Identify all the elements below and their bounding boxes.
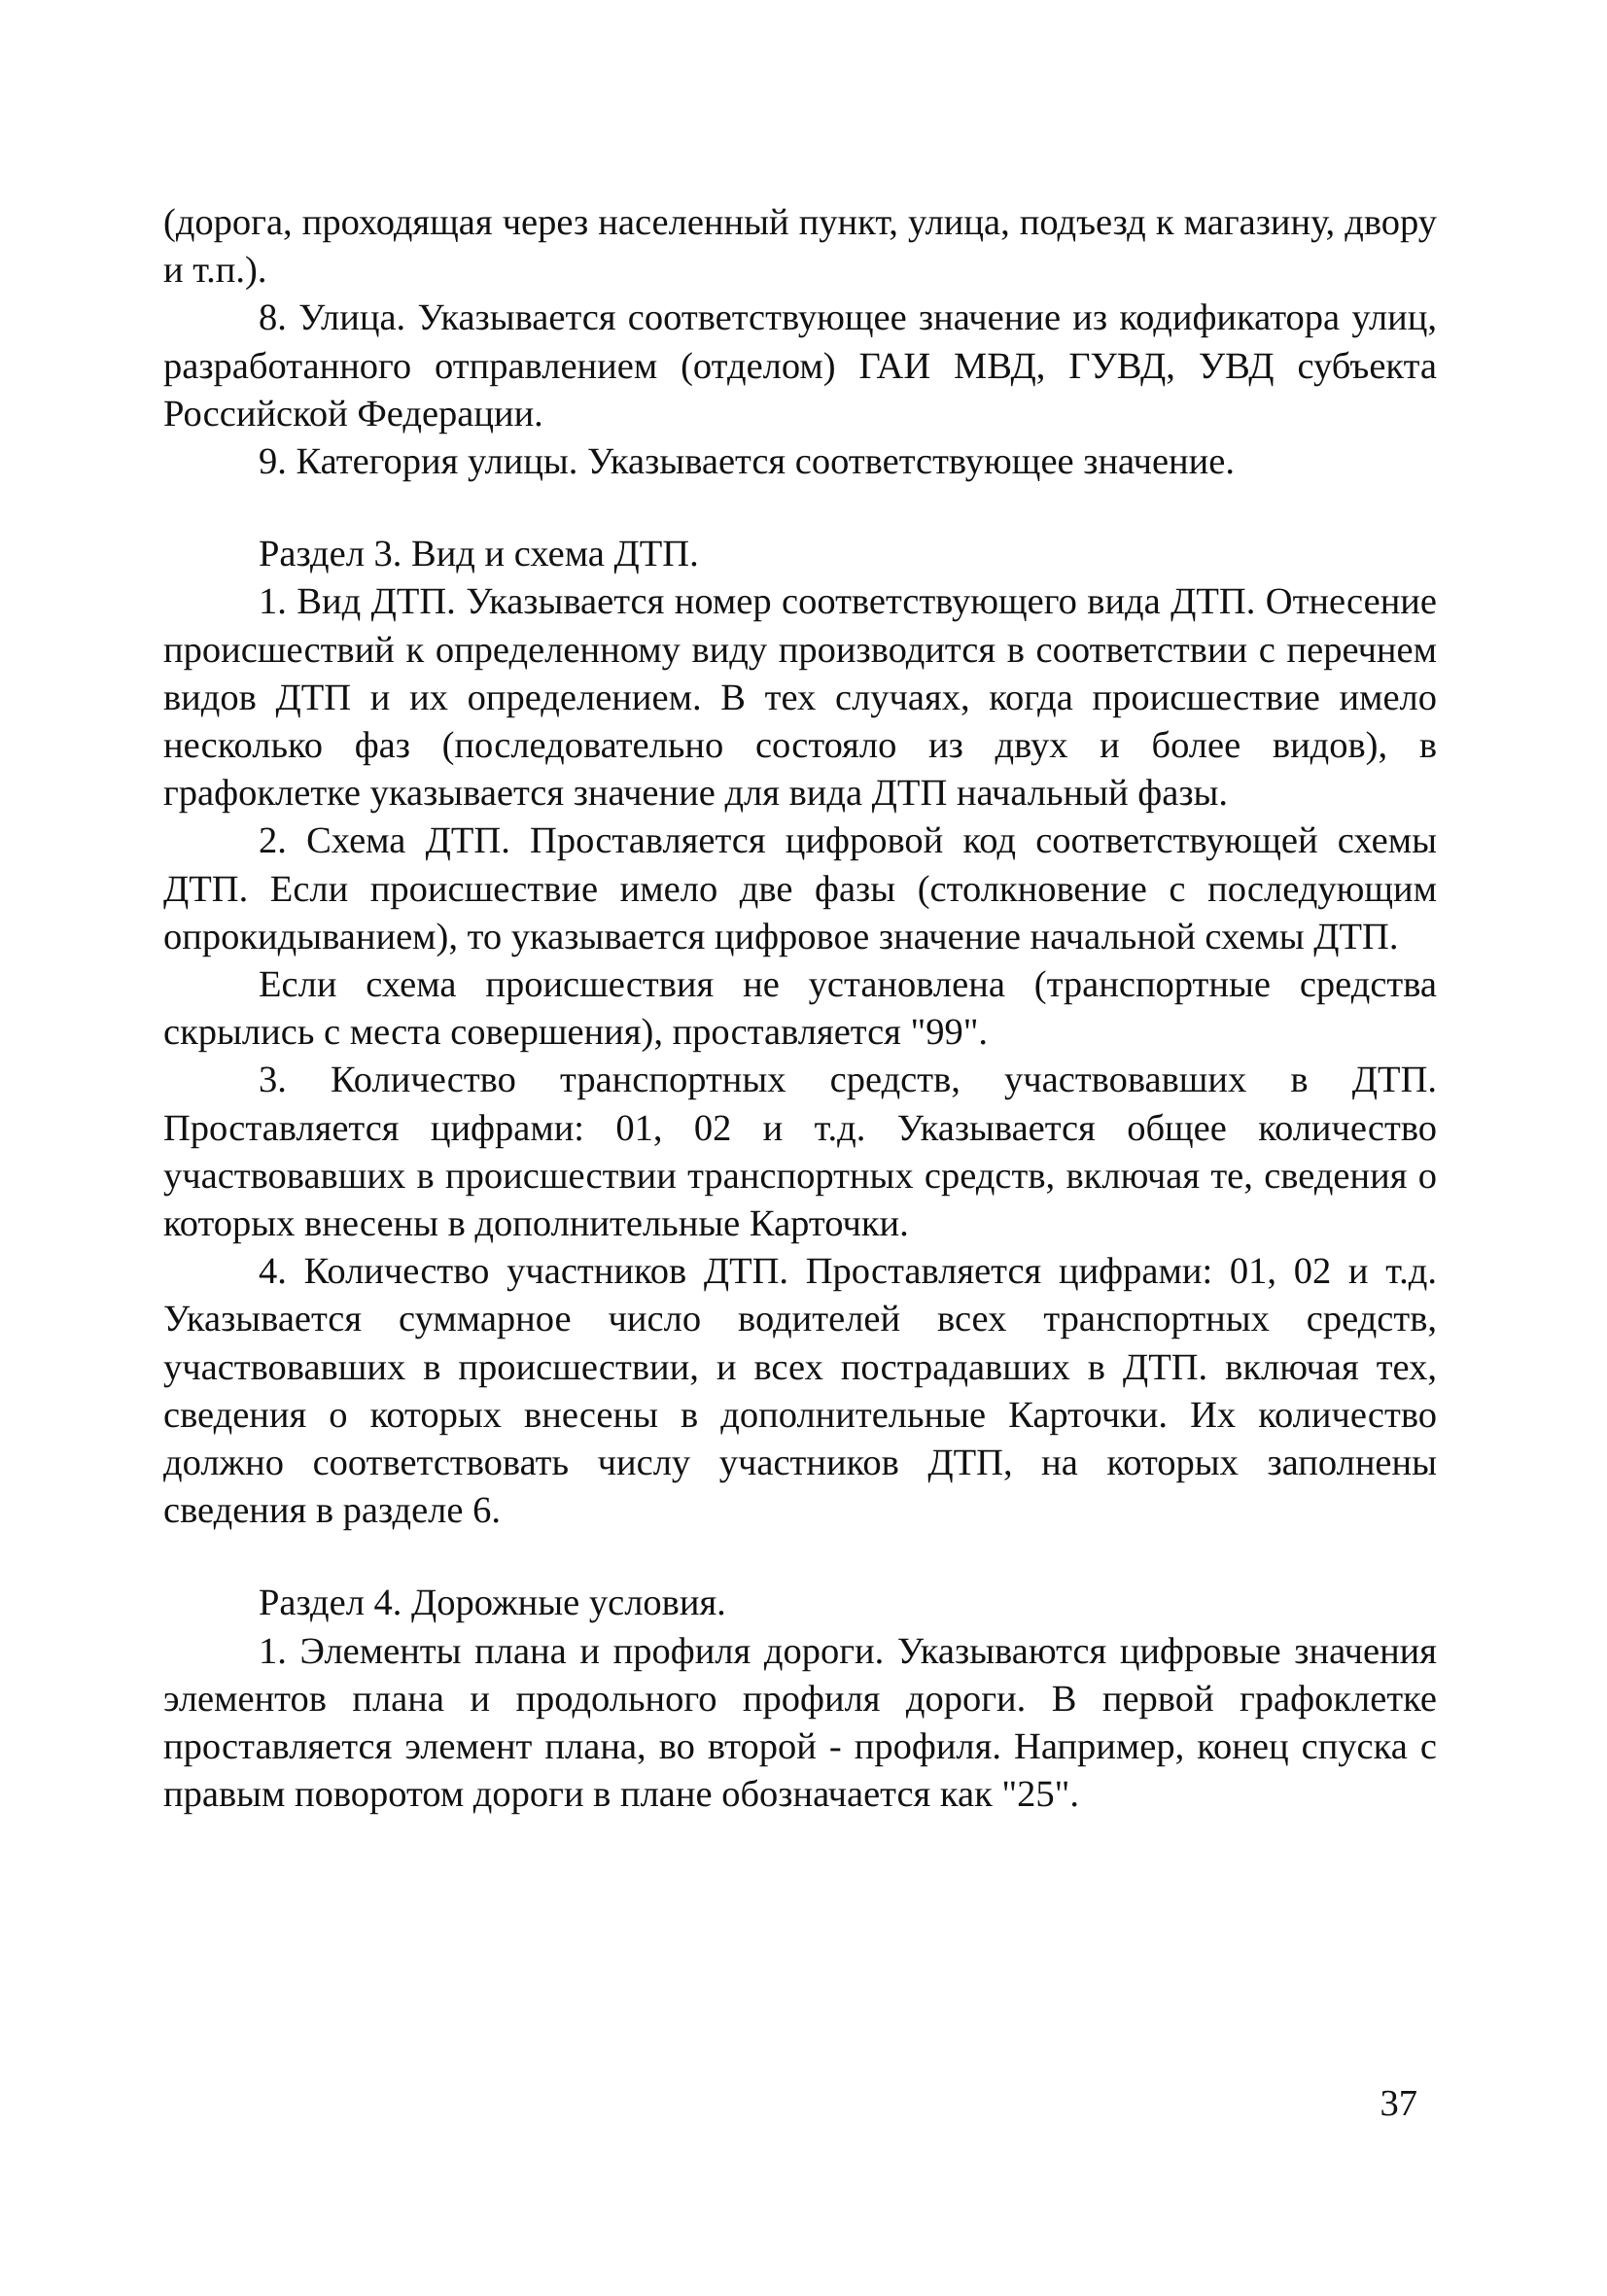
paragraph-accident-scheme: 2. Схема ДТП. Проставляется цифровой код соответствующей схемы ДТП. Если происшествие имело две фазы (столкновение с последующим опрокидыванием), то указывается цифровое значение начальной схемы ДТП. (163, 820, 1437, 957)
paragraph-road-elements: 1. Элементы плана и профиля дороги. Указываются цифровые значения элементов плана и продольного профиля дороги. В первой графоклетке проставляется элемент плана, во второй - профиля. Например, конец спуска с правым поворотом дороги в плане обозначается как "25". (163, 1630, 1437, 1816)
paragraph-scheme-unknown: Если схема происшествия не установлена (транспортные средства скрылись с места совершения), проставляется "99". (163, 964, 1437, 1054)
paragraph-vehicle-count: 3. Количество транспортных средств, участвовавших в ДТП. Проставляется цифрами: 01, 02 и т.д. Указывается общее количество участвовавших в происшествии транспортных средств, включая те, сведения о которых внесены в дополнительные Карточки. (163, 1060, 1437, 1245)
paragraph-street: 8. Улица. Указывается соответствующее значение из кодификатора улиц, разработанного отправлением (отделом) ГАИ МВД, ГУВД, УВД субъекта Российской Федерации. (163, 297, 1437, 435)
paragraph-road-continuation: (дорога, проходящая через населенный пункт, улица, подъезд к магазину, двору и т.п.). (163, 202, 1437, 292)
section-heading-4: Раздел 4. Дорожные условия. (259, 1583, 726, 1624)
paragraph-accident-type: 1. Вид ДТП. Указывается номер соответствующего вида ДТП. Отнесение происшествий к определенному виду производится в соответствии с перечнем видов ДТП и их определением. В тех случаях, когда происшествие имело несколько фаз (последовательно состояло из двух и более видов), в графоклетке указывается значение для вида ДТП начальный фазы. (163, 581, 1437, 815)
page-number: 37 (1380, 2083, 1417, 2124)
paragraph-participant-count: 4. Количество участников ДТП. Проставляется цифрами: 01, 02 и т.д. Указывается суммарное число водителей всех транспортных средств, участвовавших в происшествии, и всех пострадавших в ДТП. включая тех, сведения о которых внесены в дополнительные Карточки. Их количество должно соответствовать числу участников ДТП, на которых заполнены сведения в разделе 6. (163, 1251, 1437, 1532)
section-heading-3: Раздел 3. Вид и схема ДТП. (259, 534, 699, 575)
paragraph-street-category: 9. Категория улицы. Указывается соответствующее значение. (259, 441, 1235, 483)
document-body (163, 199, 1437, 1820)
